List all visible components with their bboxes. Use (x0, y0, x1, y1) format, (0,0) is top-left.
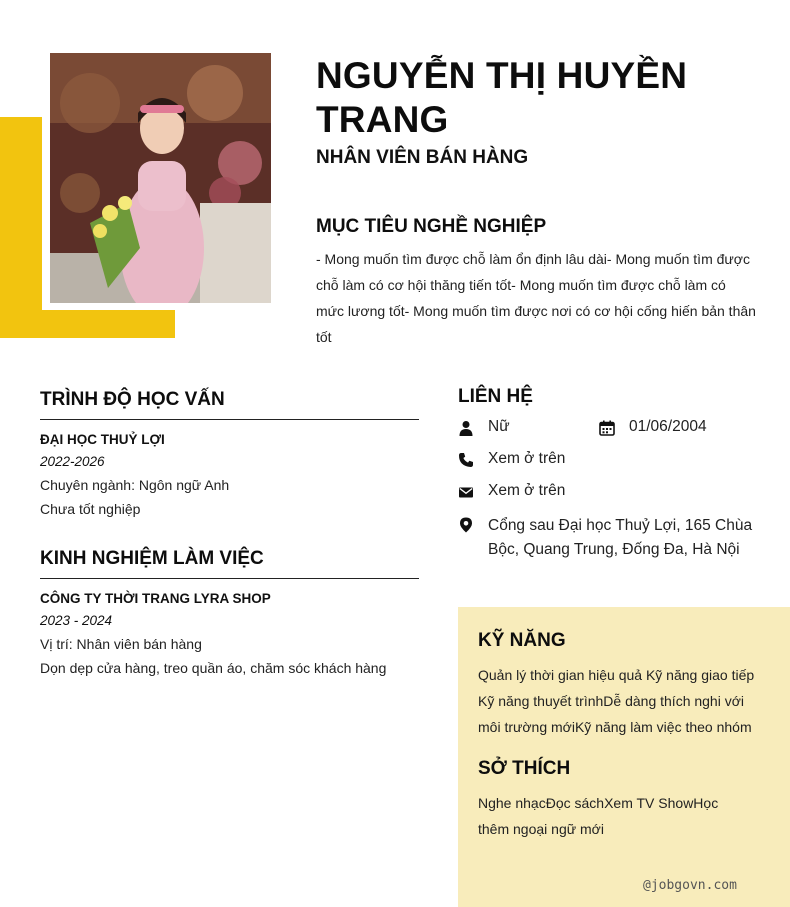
email-value: Xem ở trên (488, 482, 566, 499)
profile-photo (50, 53, 271, 303)
phone-value: Xem ở trên (488, 450, 566, 467)
mail-icon (458, 484, 474, 502)
contact-gender (458, 418, 510, 438)
job-title: NHÂN VIÊN BÁN HÀNG (316, 147, 529, 168)
hobbies-text: Nghe nhạcĐọc sáchXem TV ShowHọc thêm ngoại ngữ mới (478, 795, 719, 837)
gender-value: Nữ (488, 418, 510, 435)
education-status: Chưa tốt nghiệp (40, 501, 141, 517)
contact-phone (458, 450, 565, 470)
accent-bar-horizontal (0, 310, 175, 338)
contact-email (458, 482, 565, 502)
education-section (40, 389, 419, 517)
experience-section (40, 548, 419, 676)
career-goal-text: - Mong muốn tìm được chỗ làm ổn định lâu dài- Mong muốn tìm được chỗ làm có cơ hội thăng tiến tốt- Mong muốn tìm được chỗ làm có mức lương tốt- Mong muốn tìm được nơi có cơ hội cống hiến bản thân tốt (316, 251, 756, 345)
contact-address (458, 514, 758, 562)
birthday-value: 01/06/2004 (629, 418, 707, 435)
company-name: CÔNG TY THỜI TRANG LYRA SHOP (40, 591, 271, 606)
education-heading: TRÌNH ĐỘ HỌC VẤN (40, 389, 225, 410)
address-value: Cổng sau Đại học Thuỷ Lợi, 165 Chùa Bộc, Quang Trung, Đống Đa, Hà Nội (488, 517, 753, 558)
experience-duties: Dọn dẹp cửa hàng, treo quần áo, chăm sóc khách hàng (40, 660, 387, 676)
hobbies-heading: SỞ THÍCH (478, 758, 571, 779)
career-goal-heading: MỤC TIÊU NGHỀ NGHIỆP (316, 216, 547, 237)
experience-heading: KINH NGHIỆM LÀM VIỆC (40, 548, 264, 569)
candidate-name: NGUYỄN THỊ HUYỀN TRANG (316, 55, 688, 140)
person-icon (458, 420, 474, 438)
divider (40, 578, 419, 579)
calendar-icon (599, 420, 615, 438)
experience-period: 2023 - 2024 (40, 613, 113, 628)
divider (40, 419, 419, 420)
skills-heading: KỸ NĂNG (478, 630, 566, 651)
contact-birthday (599, 418, 707, 438)
contact-heading: LIÊN HỆ (458, 386, 533, 407)
watermark: @jobgovn.com (643, 878, 737, 893)
location-icon (458, 517, 474, 535)
phone-icon (458, 452, 474, 470)
experience-role: Vị trí: Nhân viên bán hàng (40, 636, 202, 652)
accent-bar-vertical (0, 117, 42, 338)
skills-text: Quản lý thời gian hiệu quả Kỹ năng giao tiếp Kỹ năng thuyết trìnhDễ dàng thích nghi với môi trường mớiKỹ năng làm việc theo nhóm (478, 667, 755, 735)
education-major: Chuyên ngành: Ngôn ngữ Anh (40, 477, 230, 493)
education-period: 2022-2026 (40, 454, 105, 469)
skills-panel (458, 607, 790, 907)
school-name: ĐẠI HỌC THUỶ LỢI (40, 432, 165, 447)
